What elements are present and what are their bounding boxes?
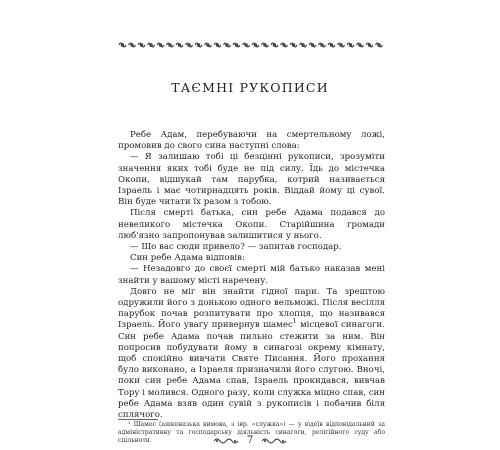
paragraph bbox=[118, 287, 385, 421]
footnote-reference[interactable]: 1 bbox=[292, 318, 297, 326]
footnote-text: ¹ Шамес (ашкеназька вимова, з івр. «служка») — у юдеїв відповідальний за адміністративну та господарську діяльність синагоги, релігійного суду або спільноти. bbox=[118, 421, 385, 444]
paragraph-text: Довго не міг він знайти гідної пари. Та зрештою одружили його з донькою одного вельможі. Після весілля парубок почав розпитувати про хлопця, що називався Ізраель. Його увагу привернув шамес bbox=[118, 286, 385, 331]
decorative-ornament-border bbox=[118, 40, 384, 50]
paragraph: Ребе Адам, перебуваючи на смертельному ложі, промовив до свого сина наступні слова: bbox=[118, 130, 385, 152]
paragraph: — Що вас сюди привело? — запитав господар. bbox=[130, 242, 342, 253]
chapter-title: ТАЄМНІ РУКОПИСИ bbox=[171, 80, 329, 95]
footnote-divider bbox=[118, 419, 158, 420]
page-footer bbox=[0, 435, 500, 446]
paragraph: Син ребе Адама відповів: bbox=[130, 253, 245, 264]
paragraph: — Незадовго до своєї смерті мій батько наказав мені знайти у вашому місті наречену. bbox=[118, 264, 385, 286]
paragraph-text: місцевої синагоги. Син ребе Адама почав пильно стежити за ним. Він попросив побудувати йому в синагозі окрему кімнату, щоб спокійно вивчати Святе Писання. Його прохання було виконано, а Ізраеля призначили його слугою. Вночі, поки син ребе Адама спав, Ізраель прокидався, вивчав Тору і молився. Одного разу, коли служка міцно спав, син ребе Адама взяв один сувій з рукописів і побачив біля сплячого. bbox=[118, 320, 385, 421]
body-text bbox=[118, 130, 385, 421]
paragraph: — Я залишаю тобі ці безцінні рукописи, зрозуміти значення яких тобі буде не під силу. Їдь до містечка Окопи, відшукай там парубка, котрий називається Ізраель і має чотирнадцять років. Віддай йому ці сувої. Він буде читати їх разом з тобою. bbox=[118, 152, 385, 208]
right-fleuron-ornament bbox=[261, 437, 287, 445]
page-number: 7 bbox=[246, 435, 254, 446]
left-fleuron-ornament bbox=[213, 437, 239, 445]
paragraph: Після смерті батька, син ребе Адама подався до невеликого містечка Окопи. Старійшина громади люб'язно запропонував залишитися у нього. bbox=[118, 208, 385, 241]
